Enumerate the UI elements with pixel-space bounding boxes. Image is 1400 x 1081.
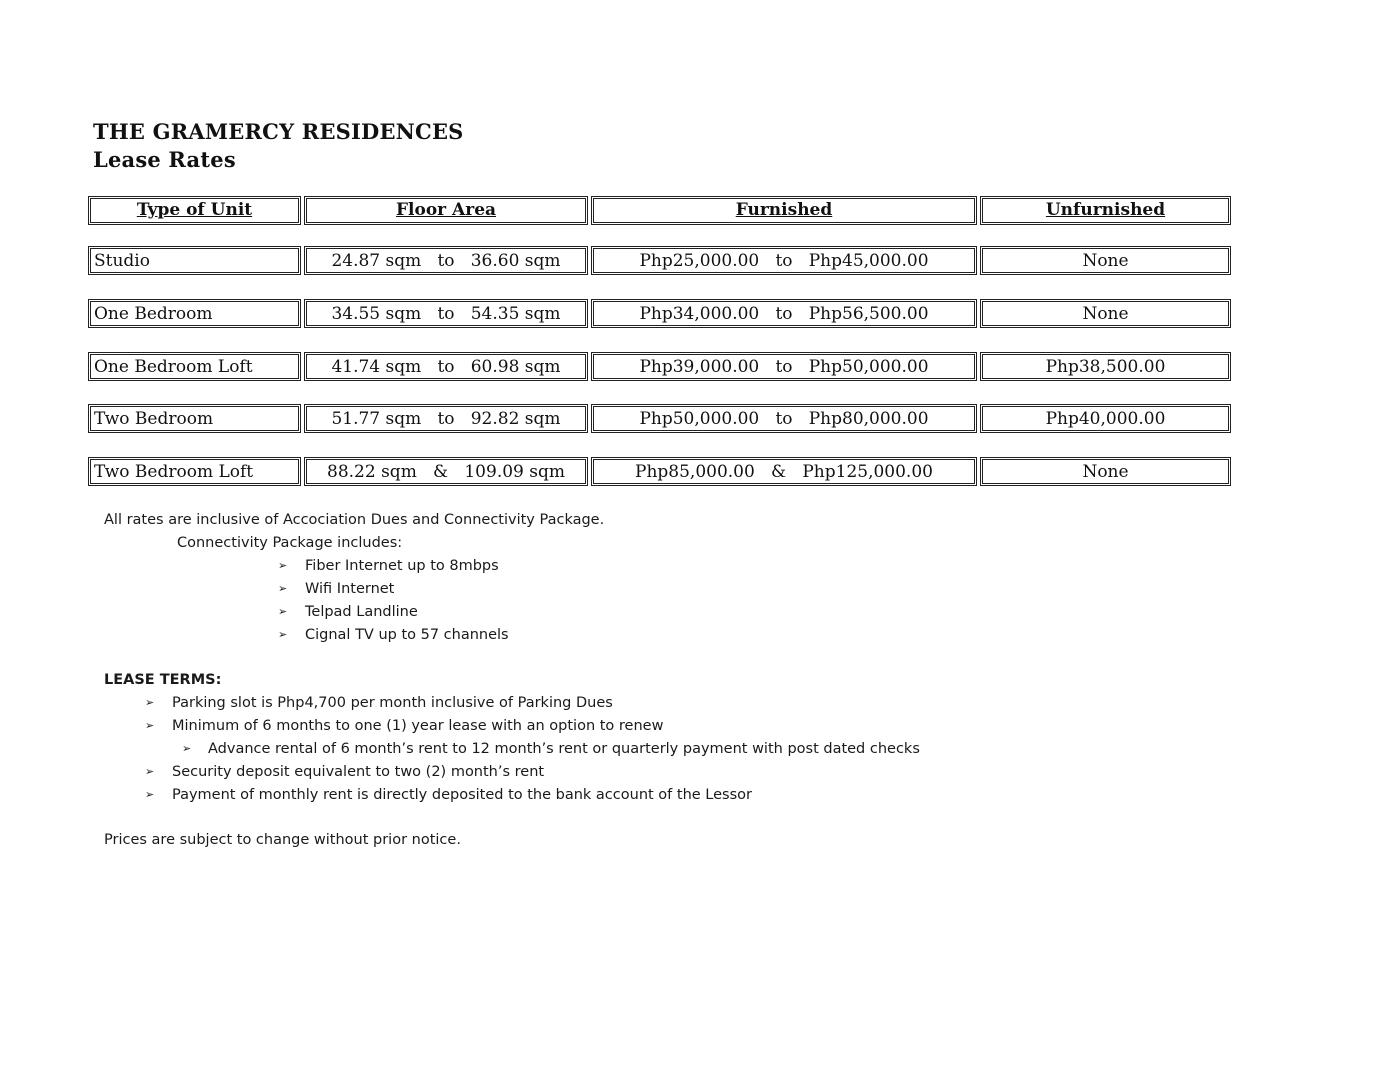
arrowhead-bullet-icon: ➢ <box>278 628 288 641</box>
floor-area-cell: 34.55 sqm to 54.35 sqm <box>304 299 588 328</box>
header-type-of-unit: Type of Unit <box>88 196 301 225</box>
inclusion-note: All rates are inclusive of Accociation Dues and Connectivity Package. <box>104 512 605 528</box>
lease-term-subitem: Advance rental of 6 month’s rent to 12 month’s rent or quarterly payment with post dated checks <box>208 741 920 757</box>
document-title: THE GRAMERCY RESIDENCES <box>93 119 464 144</box>
floor-area-cell: 24.87 sqm to 36.60 sqm <box>304 246 588 275</box>
connectivity-item: Wifi Internet <box>305 581 395 597</box>
connectivity-item: Cignal TV up to 57 channels <box>305 627 509 643</box>
furnished-rate-cell: Php39,000.00 to Php50,000.00 <box>591 352 977 381</box>
connectivity-title: Connectivity Package includes: <box>177 535 403 551</box>
floor-area-cell: 88.22 sqm & 109.09 sqm <box>304 457 588 486</box>
table-row <box>88 299 1231 328</box>
arrowhead-bullet-icon: ➢ <box>278 605 288 618</box>
lease-term-item: Parking slot is Php4,700 per month inclusive of Parking Dues <box>172 695 613 711</box>
unfurnished-rate-cell: None <box>980 246 1231 275</box>
unit-type-cell: Studio <box>88 246 301 275</box>
unfurnished-rate-cell: None <box>980 299 1231 328</box>
table-row <box>88 246 1231 275</box>
floor-area-cell: 41.74 sqm to 60.98 sqm <box>304 352 588 381</box>
unit-type-cell: Two Bedroom Loft <box>88 457 301 486</box>
arrowhead-bullet-icon: ➢ <box>278 559 288 572</box>
table-row <box>88 404 1231 433</box>
lease-term-item: Minimum of 6 months to one (1) year lease with an option to renew <box>172 718 664 734</box>
connectivity-item: Telpad Landline <box>305 604 418 620</box>
arrowhead-bullet-icon: ➢ <box>145 696 155 709</box>
arrowhead-bullet-icon: ➢ <box>278 582 288 595</box>
unit-type-cell: One Bedroom <box>88 299 301 328</box>
lease-terms-heading: LEASE TERMS: <box>104 672 222 688</box>
lease-term-item: Payment of monthly rent is directly deposited to the bank account of the Lessor <box>172 787 752 803</box>
header-furnished: Furnished <box>591 196 977 225</box>
lease-term-item: Security deposit equivalent to two (2) month’s rent <box>172 764 545 780</box>
furnished-rate-cell: Php85,000.00 & Php125,000.00 <box>591 457 977 486</box>
unit-type-cell: One Bedroom Loft <box>88 352 301 381</box>
document-header <box>93 118 464 174</box>
table-header-row <box>88 196 1231 225</box>
floor-area-cell: 51.77 sqm to 92.82 sqm <box>304 404 588 433</box>
arrowhead-bullet-icon: ➢ <box>145 719 155 732</box>
table-row <box>88 352 1231 381</box>
furnished-rate-cell: Php50,000.00 to Php80,000.00 <box>591 404 977 433</box>
arrowhead-bullet-icon: ➢ <box>145 788 155 801</box>
unfurnished-rate-cell: Php40,000.00 <box>980 404 1231 433</box>
header-floor-area: Floor Area <box>304 196 588 225</box>
connectivity-item: Fiber Internet up to 8mbps <box>305 558 499 574</box>
unit-type-cell: Two Bedroom <box>88 404 301 433</box>
unfurnished-rate-cell: Php38,500.00 <box>980 352 1231 381</box>
arrowhead-bullet-icon: ➢ <box>182 742 192 755</box>
arrowhead-bullet-icon: ➢ <box>145 765 155 778</box>
unfurnished-rate-cell: None <box>980 457 1231 486</box>
footer-disclaimer: Prices are subject to change without prior notice. <box>104 832 461 848</box>
furnished-rate-cell: Php25,000.00 to Php45,000.00 <box>591 246 977 275</box>
table-row <box>88 457 1231 486</box>
header-unfurnished: Unfurnished <box>980 196 1231 225</box>
furnished-rate-cell: Php34,000.00 to Php56,500.00 <box>591 299 977 328</box>
document-subtitle: Lease Rates <box>93 147 236 172</box>
